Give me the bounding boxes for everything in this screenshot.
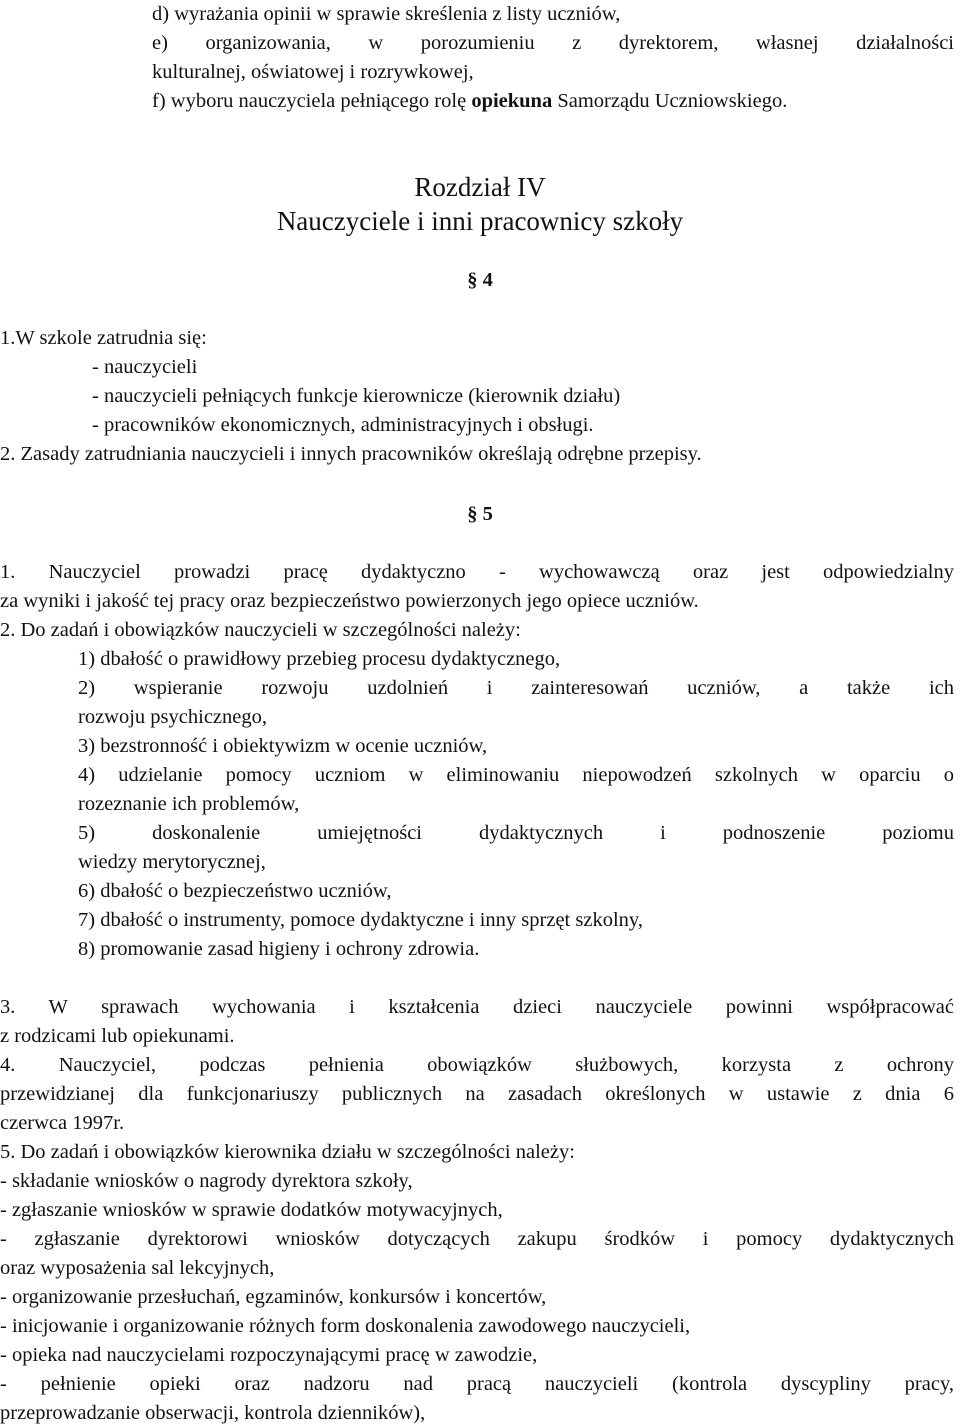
duty-item-5-line2: wiedzy merytorycznej, <box>78 851 266 873</box>
duty-item-4-line1: 4) udzielanie pomocy uczniom w eliminowaniu niepowodzeń szkolnych w oparciu o <box>78 764 954 786</box>
list-item-f-text: f) wyboru nauczyciela pełniącego rolę <box>152 90 472 112</box>
duty-item-4-line2: rozeznanie ich problemów, <box>78 793 300 815</box>
section-5-point-5: 5. Do zadań i obowiązków kierownika działu w szczególności należy: <box>0 1141 575 1163</box>
duty-item-6: 6) dbałość o bezpieczeństwo uczniów, <box>78 880 392 902</box>
list-item-f <box>152 87 960 116</box>
section-4-item: - nauczycieli pełniących funkcje kierownicze (kierownik działu) <box>92 385 621 407</box>
section-5-point-3-line1: 3. W sprawach wychowania i kształcenia dzieci nauczyciele powinni współpracować <box>0 996 954 1018</box>
section-4-item: - nauczycieli <box>92 356 198 378</box>
duty-item-2-line2: rozwoju psychicznego, <box>78 706 267 728</box>
section-5-point-1-line1: 1. Nauczyciel prowadzi pracę dydaktyczno - wychowawczą oraz jest odpowiedzialny <box>0 561 954 583</box>
duty-item-3: 3) bezstronność i obiektywizm w ocenie uczniów, <box>78 735 488 757</box>
section-4-point-1: 1.W szkole zatrudnia się: <box>0 327 207 349</box>
manager-duty-3-line1: - zgłaszanie dyrektorowi wniosków dotyczących zakupu środków i pomocy dydaktycznych <box>0 1228 954 1250</box>
manager-duty-4: - organizowanie przesłuchań, egzaminów, konkursów i koncertów, <box>0 1286 547 1308</box>
section-4-point-2: 2. Zasady zatrudniania nauczycieli i innych pracowników określają odrębne przepisy. <box>0 443 702 465</box>
section-5-point-4-line3: czerwca 1997r. <box>0 1112 125 1134</box>
list-item-f-bold: opiekuna <box>471 90 553 112</box>
duty-item-7: 7) dbałość o instrumenty, pomoce dydaktyczne i inny sprzęt szkolny, <box>78 909 643 931</box>
manager-duty-6: - opieka nad nauczycielami rozpoczynającymi pracę w zawodzie, <box>0 1344 538 1366</box>
list-item-f-rest: Samorządu Uczniowskiego. <box>552 90 788 112</box>
section-5-point-1-line2: za wyniki i jakość tej pracy oraz bezpieczeństwo powierzonych jego opiece uczniów. <box>0 590 699 612</box>
manager-duty-7-line2: przeprowadzanie obserwacji, kontrola dzienników), <box>0 1402 426 1424</box>
section-5-heading: § 5 <box>467 503 493 525</box>
manager-duty-7-line1: - pełnienie opieki oraz nadzoru nad pracą nauczycieli (kontrola dyscypliny pracy, <box>0 1373 954 1395</box>
manager-duty-1: - składanie wniosków o nagrody dyrektora szkoły, <box>0 1170 413 1192</box>
section-4-heading: § 4 <box>467 269 493 291</box>
duty-item-5-line1: 5) doskonalenie umiejętności dydaktycznych i podnoszenie poziomu <box>78 822 954 844</box>
list-item-e-line1: e) organizowania, w porozumieniu z dyrektorem, własnej działalności <box>152 32 954 54</box>
list-item-d: d) wyrażania opinii w sprawie skreślenia z listy uczniów, <box>152 3 621 25</box>
section-5-point-4-line1: 4. Nauczyciel, podczas pełnienia obowiązków służbowych, korzysta z ochrony <box>0 1054 954 1076</box>
duty-item-1: 1) dbałość o prawidłowy przebieg procesu dydaktycznego, <box>78 648 561 670</box>
duty-item-8: 8) promowanie zasad higieny i ochrony zdrowia. <box>78 938 480 960</box>
section-5-point-3-line2: z rodzicami lub opiekunami. <box>0 1025 235 1047</box>
manager-duty-5: - inicjowanie i organizowanie różnych form doskonalenia zawodowego nauczycieli, <box>0 1315 691 1337</box>
section-5-point-4-line2: przewidzianej dla funkcjonariuszy publicznych na zasadach określonych w ustawie z dnia 6 <box>0 1083 954 1105</box>
section-4-item: - pracowników ekonomicznych, administracyjnych i obsługi. <box>92 414 594 436</box>
section-5-point-2: 2. Do zadań i obowiązków nauczycieli w szczególności należy: <box>0 619 521 641</box>
manager-duty-3-line2: oraz wyposażenia sal lekcyjnych, <box>0 1257 275 1279</box>
chapter-number: Rozdział IV <box>414 172 546 202</box>
chapter-title: Nauczyciele i inni pracownicy szkoły <box>276 206 684 236</box>
duty-item-2-line1: 2) wspieranie rozwoju uzdolnień i zainteresowań uczniów, a także ich <box>78 677 954 699</box>
manager-duty-2: - zgłaszanie wniosków w sprawie dodatków motywacyjnych, <box>0 1199 503 1221</box>
list-item-e-line2: kulturalnej, oświatowej i rozrywkowej, <box>152 61 474 83</box>
